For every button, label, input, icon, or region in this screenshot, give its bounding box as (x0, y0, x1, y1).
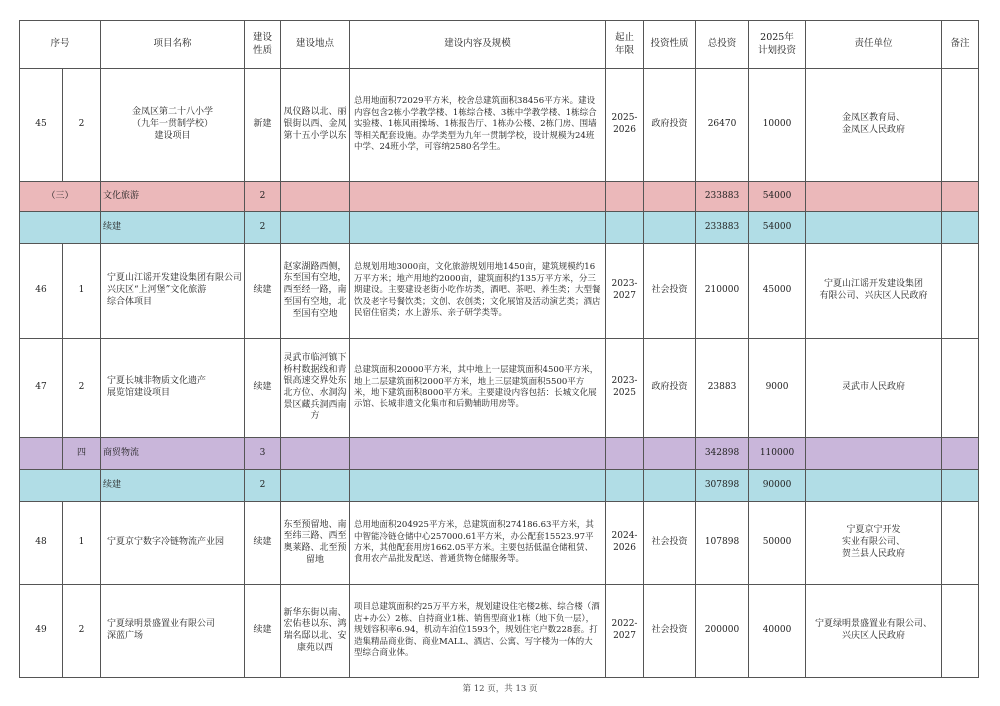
category-plan: 54000 (749, 182, 806, 212)
build-location: 凤仪路以北、丽银街以西、金凤第十五小学以东 (281, 69, 350, 182)
category-row (20, 438, 979, 470)
build-nature: 新建 (245, 69, 281, 182)
period: 2022- 2027 (606, 585, 644, 678)
project-name: 金凤区第二十八小学 （九年一贯制学校） 建设项目 (101, 69, 245, 182)
responsible-unit: 金凤区教育局、 金凤区人民政府 (806, 69, 942, 182)
responsible-unit: 宁夏京宁开发 实业有限公司、 贺兰县人民政府 (806, 502, 942, 585)
header-nature: 建设 性质 (245, 21, 281, 69)
subcategory-count: 2 (245, 470, 281, 502)
note (942, 585, 979, 678)
project-name: 宁夏京宁数字冷链物流产业园 (101, 502, 245, 585)
build-nature: 续建 (245, 585, 281, 678)
total-investment: 26470 (696, 69, 749, 182)
build-nature: 续建 (245, 502, 281, 585)
note (942, 502, 979, 585)
responsible-unit: 宁夏山江谣开发建设集团 有限公司、兴庆区人民政府 (806, 244, 942, 339)
invest-type: 社会投资 (644, 585, 696, 678)
invest-type: 社会投资 (644, 244, 696, 339)
build-content: 总建筑面积20000平方米，其中地上一层建筑面积4500平方米，地上二层建筑面积2000平方米，地上三层建筑面积5500平方米，地下建筑面积8000平方米。主要建设内容包括：长城文化展示馆、长城非遗文化集市和后勤辅助用房等。 (350, 339, 606, 438)
invest-type: 政府投资 (644, 339, 696, 438)
subcategory-plan: 54000 (749, 212, 806, 244)
header-location: 建设地点 (281, 21, 350, 69)
subcategory-plan: 90000 (749, 470, 806, 502)
table-row (20, 69, 979, 182)
project-table (19, 20, 979, 678)
build-location: 新华东街以南、宏佑巷以东、鸿瑞名邸以北、安康苑以西 (281, 585, 350, 678)
total-investment: 23883 (696, 339, 749, 438)
subcategory-row (20, 212, 979, 244)
build-location: 灵武市临河镇下桥村数据线和青银高速交界处东北方位、水洞沟景区藏兵洞西南方 (281, 339, 350, 438)
build-location: 赵家湖路西侧，东至国有空地，西至经一路，南至国有空地，北至国有空地 (281, 244, 350, 339)
row-no: 47 (20, 339, 63, 438)
category-total: 342898 (696, 438, 749, 470)
build-content: 总规划用地3000亩，文化旅游规划用地1450亩，建筑规模约16万平方米；地产用地约2000亩，建筑面积约135万平方米，分三期建设。主要建设老街小吃作坊类，酒吧、茶吧、养生类；大型餐饮及老字号餐饮类；文创、农创类；文化展馆及活动演艺类；酒店民宿住宿类；水上游乐、亲子研学类等。 (350, 244, 606, 339)
table-row (20, 502, 979, 585)
note (942, 339, 979, 438)
project-name: 宁夏绿明景盛置业有限公司 深蓝广场 (101, 585, 245, 678)
header-content: 建设内容及规模 (350, 21, 606, 69)
responsible-unit: 灵武市人民政府 (806, 339, 942, 438)
plan-investment: 9000 (749, 339, 806, 438)
table-row (20, 244, 979, 339)
category-total: 233883 (696, 182, 749, 212)
invest-type: 政府投资 (644, 69, 696, 182)
row-sub-no: 1 (63, 502, 101, 585)
build-content: 项目总建筑面积约25万平方米，规划建设住宅楼2栋、综合楼（酒店+办公）2栋、自持商业1栋、销售型商业1栋（地下负一层），规划容积率6.94，机动车泊位1593个，规划住宅户数228套。打造集精品商业街、商业MALL、酒店、公寓、写字楼为一体的大型综合商业体。 (350, 585, 606, 678)
header-plan2025: 2025年 计划投资 (749, 21, 806, 69)
row-no: 46 (20, 244, 63, 339)
subcategory-total: 307898 (696, 470, 749, 502)
category-seq: （三） (20, 182, 101, 212)
header-seq: 序号 (20, 21, 101, 69)
subcategory-total: 233883 (696, 212, 749, 244)
plan-investment: 10000 (749, 69, 806, 182)
category-label: 商贸物流 (101, 438, 245, 470)
responsible-unit: 宁夏绿明景盛置业有限公司、 兴庆区人民政府 (806, 585, 942, 678)
row-no: 49 (20, 585, 63, 678)
header-invest-type: 投资性质 (644, 21, 696, 69)
build-nature: 续建 (245, 244, 281, 339)
category-count: 3 (245, 438, 281, 470)
plan-investment: 40000 (749, 585, 806, 678)
header-unit: 责任单位 (806, 21, 942, 69)
build-nature: 续建 (245, 339, 281, 438)
row-no: 48 (20, 502, 63, 585)
total-investment: 210000 (696, 244, 749, 339)
total-investment: 107898 (696, 502, 749, 585)
row-sub-no: 2 (63, 585, 101, 678)
category-label: 文化旅游 (101, 182, 245, 212)
period: 2024- 2026 (606, 502, 644, 585)
build-content: 总用地面积72029平方米，校舍总建筑面积38456平方米。建设内容包含2栋小学教学楼、1栋综合楼、3栋中学教学楼、1栋综合实验楼、1栋风雨操场、1栋报告厅、1栋办公楼、2栋门房、围墙等相关配套设施。办学类型为九年一贯制学校，设计规模为24班中学、24班小学，可容纳2580名学生。 (350, 69, 606, 182)
note (942, 69, 979, 182)
header-name: 项目名称 (101, 21, 245, 69)
note (942, 244, 979, 339)
category-count: 2 (245, 182, 281, 212)
plan-investment: 45000 (749, 244, 806, 339)
total-investment: 200000 (696, 585, 749, 678)
invest-type: 社会投资 (644, 502, 696, 585)
header-row (20, 21, 979, 69)
project-name: 宁夏长城非物质文化遗产 展览馆建设项目 (101, 339, 245, 438)
period: 2023- 2027 (606, 244, 644, 339)
period: 2025- 2026 (606, 69, 644, 182)
subcategory-label: 续建 (101, 470, 245, 502)
row-no: 45 (20, 69, 63, 182)
category-plan: 110000 (749, 438, 806, 470)
subcategory-row (20, 470, 979, 502)
row-sub-no: 1 (63, 244, 101, 339)
plan-investment: 50000 (749, 502, 806, 585)
build-location: 东至预留地、南至纬三路、西至奥莱路、北至预留地 (281, 502, 350, 585)
category-seq: 四 (63, 438, 101, 470)
build-content: 总用地面积204925平方米，总建筑面积274186.63平方米，其中智能冷链仓储中心257000.61平方米，办公配套15523.97平方米，其他配套用房1662.05平方米。主要包括低温仓储租赁、食用农产品批发配送、普通货物仓储服务等。 (350, 502, 606, 585)
subcategory-count: 2 (245, 212, 281, 244)
header-total: 总投资 (696, 21, 749, 69)
page-footer: 第 12 页，共 13 页 (462, 684, 538, 694)
table-row (20, 585, 979, 678)
category-row (20, 182, 979, 212)
header-note: 备注 (942, 21, 979, 69)
table-row (20, 339, 979, 438)
project-name: 宁夏山江谣开发建设集团有限公司兴庆区“上河堡”文化旅游 综合体项目 (101, 244, 245, 339)
header-period: 起止 年限 (606, 21, 644, 69)
subcategory-label: 续建 (101, 212, 245, 244)
row-sub-no: 2 (63, 339, 101, 438)
row-sub-no: 2 (63, 69, 101, 182)
period: 2023- 2025 (606, 339, 644, 438)
